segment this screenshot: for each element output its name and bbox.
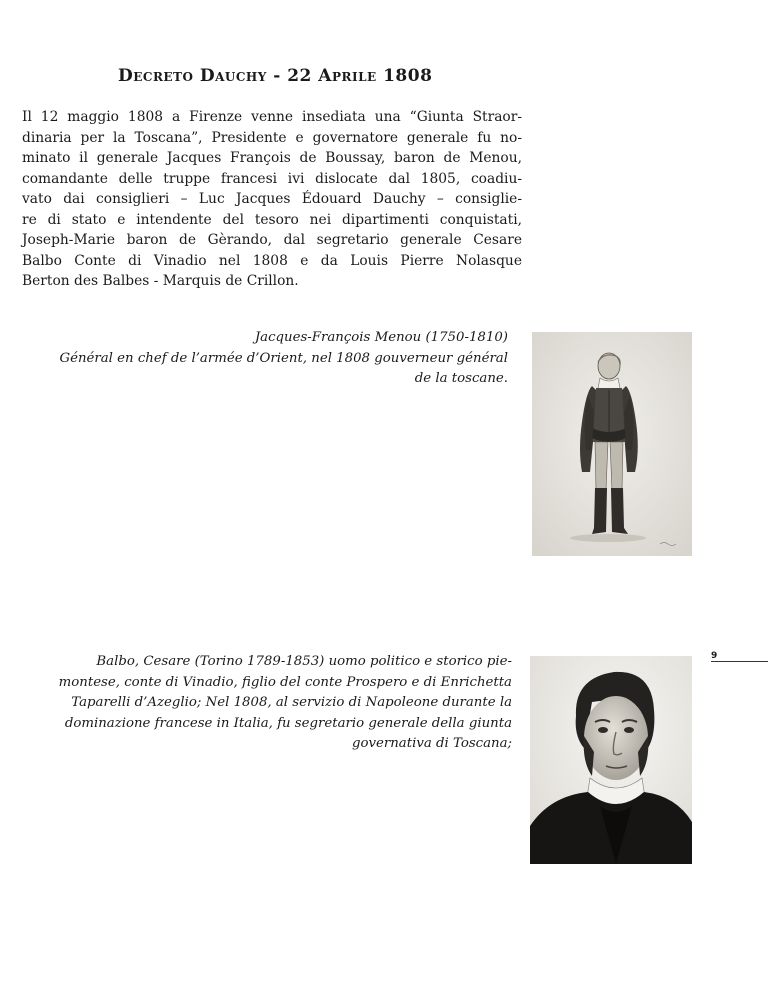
caption-line: governativa di Toscana; (351, 736, 512, 751)
body-line: Joseph-Marie baron de Gèrando, dal segretario generale Cesare (22, 232, 522, 248)
caption-line: montese, conte di Vinadio, figlio del conte Prospero e di Enrichetta (58, 674, 512, 690)
balbo-portrait-image (530, 656, 692, 864)
balbo-caption (20, 652, 512, 755)
menou-caption (40, 328, 508, 390)
body-line: Berton des Balbes - Marquis de Crillon. (22, 273, 299, 289)
body-line: Il 12 maggio 1808 a Firenze venne insediata una “Giunta Straor- (22, 109, 522, 125)
caption-line: Taparelli d’Azeglio; Nel 1808, al servizio di Napoleone durante la (71, 695, 512, 710)
page-number: 9 (711, 651, 718, 661)
caption-line: Jacques-François Menou (1750-1810) (254, 330, 508, 345)
body-line: vato dai consiglieri – Luc Jacques Édouard Dauchy – consiglie- (22, 191, 522, 207)
caption-line: de la toscane. (414, 371, 508, 386)
page-title: Decreto Dauchy - 22 Aprile 1808 (118, 66, 433, 86)
body-line: re di stato e intendente del tesoro nei dipartimenti conquistati, (22, 211, 522, 228)
body-line: minato il generale Jacques François de Boussay, baron de Menou, (22, 150, 522, 166)
body-line: comandante delle truppe francesi ivi dislocate dal 1805, coadiu- (22, 170, 522, 187)
page-number-rule (711, 661, 768, 662)
body-line: dinaria per la Toscana”, Presidente e governatore generale fu no- (22, 129, 522, 146)
caption-line: Balbo, Cesare (Torino 1789-1853) uomo politico e storico pie- (96, 654, 512, 669)
body-paragraph (22, 107, 522, 292)
body-line: Balbo Conte di Vinadio nel 1808 e da Louis Pierre Nolasque (22, 252, 522, 269)
caption-line: dominazione francese in Italia, fu segretario generale della giunta (64, 715, 512, 731)
menou-portrait-image (532, 332, 692, 556)
caption-line: Général en chef de l’armée d’Orient, nel 1808 gouverneur général (59, 350, 508, 366)
